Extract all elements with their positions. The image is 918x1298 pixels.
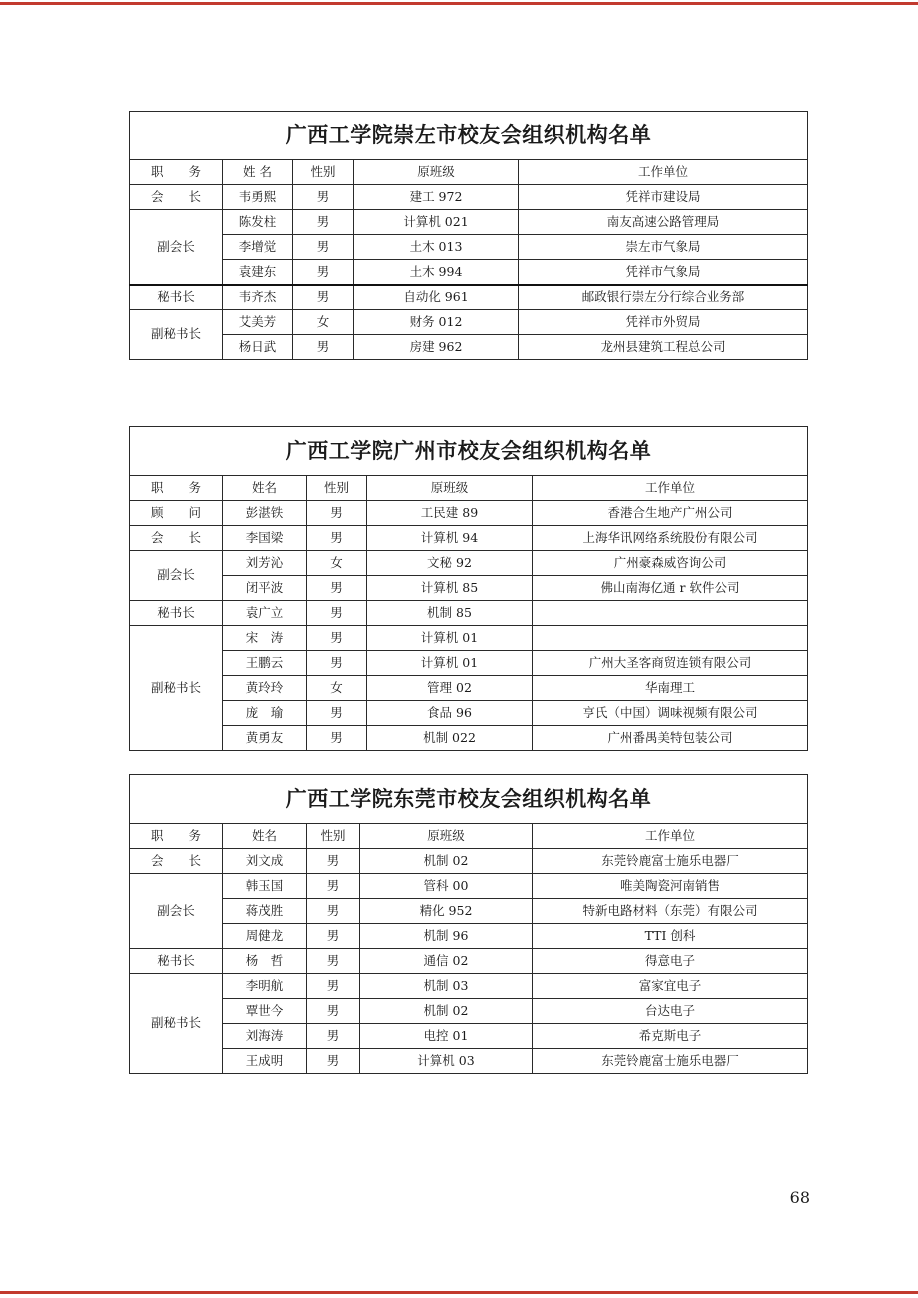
name-cell: 刘海涛 bbox=[223, 1024, 307, 1049]
name-cell: 刘芳沁 bbox=[223, 551, 307, 576]
table-row bbox=[130, 626, 808, 651]
page-number: 68 bbox=[789, 1188, 810, 1207]
header-employer: 工作单位 bbox=[519, 160, 808, 185]
name-cell: 刘文成 bbox=[223, 849, 307, 874]
role-cell: 秘书长 bbox=[130, 949, 223, 974]
table-title: 广西工学院崇左市校友会组织机构名单 bbox=[130, 112, 808, 160]
role-cell: 副秘书长 bbox=[130, 310, 223, 360]
table-row bbox=[130, 949, 808, 974]
name-cell: 王鹏云 bbox=[223, 651, 307, 676]
gender-cell: 男 bbox=[293, 335, 354, 360]
name-cell: 韦齐杰 bbox=[223, 285, 293, 310]
header-gender: 性别 bbox=[307, 476, 367, 501]
name-cell: 黄勇友 bbox=[223, 726, 307, 751]
table-row bbox=[130, 874, 808, 899]
gender-cell: 男 bbox=[307, 1024, 360, 1049]
role-cell: 副会长 bbox=[130, 874, 223, 949]
class-cell: 精化 952 bbox=[360, 899, 533, 924]
class-cell: 计算机 03 bbox=[360, 1049, 533, 1074]
name-cell: 彭湛铁 bbox=[223, 501, 307, 526]
role-cell: 秘书长 bbox=[130, 601, 223, 626]
name-cell: 宋 涛 bbox=[223, 626, 307, 651]
employer-cell: 凭祥市建设局 bbox=[519, 185, 808, 210]
employer-cell: 龙州县建筑工程总公司 bbox=[519, 335, 808, 360]
gender-cell: 男 bbox=[307, 601, 367, 626]
employer-cell: 凭祥市气象局 bbox=[519, 260, 808, 285]
role-cell: 副会长 bbox=[130, 210, 223, 285]
class-cell: 土木 013 bbox=[354, 235, 519, 260]
class-cell: 机制 022 bbox=[367, 726, 533, 751]
class-cell: 财务 012 bbox=[354, 310, 519, 335]
employer-cell: 南友高速公路管理局 bbox=[519, 210, 808, 235]
employer-cell: 香港合生地产广州公司 bbox=[533, 501, 808, 526]
gender-cell: 男 bbox=[307, 626, 367, 651]
employer-cell: 上海华讯网络系统股份有限公司 bbox=[533, 526, 808, 551]
top-red-rule bbox=[0, 2, 918, 5]
table-row bbox=[130, 210, 808, 235]
employer-cell: 广州豪森威咨询公司 bbox=[533, 551, 808, 576]
table-row bbox=[130, 924, 808, 949]
header-role: 职 务 bbox=[130, 824, 223, 849]
name-cell: 韦勇熙 bbox=[223, 185, 293, 210]
table-row bbox=[130, 185, 808, 210]
role-cell: 副秘书长 bbox=[130, 626, 223, 751]
bottom-red-rule bbox=[0, 1291, 918, 1294]
name-cell: 韩玉国 bbox=[223, 874, 307, 899]
employer-cell: 广州大圣客商贸连锁有限公司 bbox=[533, 651, 808, 676]
header-name: 姓 名 bbox=[223, 160, 293, 185]
table-row bbox=[130, 576, 808, 601]
role-cell: 会 长 bbox=[130, 849, 223, 874]
class-cell: 计算机 021 bbox=[354, 210, 519, 235]
name-cell: 陈发柱 bbox=[223, 210, 293, 235]
table-title: 广西工学院东莞市校友会组织机构名单 bbox=[130, 775, 808, 824]
guangzhou-alumni-table bbox=[129, 426, 808, 751]
gender-cell: 男 bbox=[307, 526, 367, 551]
employer-cell: 特新电路材料（东莞）有限公司 bbox=[533, 899, 808, 924]
name-cell: 李增觉 bbox=[223, 235, 293, 260]
dongguan-alumni-table bbox=[129, 774, 808, 1074]
table-row bbox=[130, 501, 808, 526]
employer-cell: 得意电子 bbox=[533, 949, 808, 974]
table-row bbox=[130, 974, 808, 999]
class-cell: 房建 962 bbox=[354, 335, 519, 360]
gender-cell: 男 bbox=[293, 285, 354, 310]
header-role: 职 务 bbox=[130, 476, 223, 501]
table-row bbox=[130, 651, 808, 676]
header-class: 原班级 bbox=[354, 160, 519, 185]
table-row bbox=[130, 601, 808, 626]
table-row bbox=[130, 235, 808, 260]
gender-cell: 女 bbox=[307, 676, 367, 701]
table-row bbox=[130, 1049, 808, 1074]
role-cell: 秘书长 bbox=[130, 285, 223, 310]
employer-cell: 富家宜电子 bbox=[533, 974, 808, 999]
name-cell: 杨日武 bbox=[223, 335, 293, 360]
class-cell: 计算机 01 bbox=[367, 626, 533, 651]
employer-cell: 唯美陶瓷河南销售 bbox=[533, 874, 808, 899]
gender-cell: 男 bbox=[307, 1049, 360, 1074]
employer-cell: 东莞铃鹿富士施乐电器厂 bbox=[533, 849, 808, 874]
table-row bbox=[130, 701, 808, 726]
employer-cell: 台达电子 bbox=[533, 999, 808, 1024]
employer-cell: 凭祥市外贸局 bbox=[519, 310, 808, 335]
employer-cell: 亨氏（中国）调味视频有限公司 bbox=[533, 701, 808, 726]
header-class: 原班级 bbox=[360, 824, 533, 849]
class-cell: 建工 972 bbox=[354, 185, 519, 210]
class-cell: 机制 96 bbox=[360, 924, 533, 949]
header-gender: 性别 bbox=[307, 824, 360, 849]
name-cell: 蒋茂胜 bbox=[223, 899, 307, 924]
employer-cell: 华南理工 bbox=[533, 676, 808, 701]
header-role: 职 务 bbox=[130, 160, 223, 185]
class-cell: 文秘 92 bbox=[367, 551, 533, 576]
name-cell: 庞 瑜 bbox=[223, 701, 307, 726]
gender-cell: 男 bbox=[307, 899, 360, 924]
gender-cell: 女 bbox=[293, 310, 354, 335]
class-cell: 计算机 85 bbox=[367, 576, 533, 601]
role-cell: 顾 问 bbox=[130, 501, 223, 526]
class-cell: 电控 01 bbox=[360, 1024, 533, 1049]
table-row bbox=[130, 335, 808, 360]
class-cell: 自动化 961 bbox=[354, 285, 519, 310]
class-cell: 管理 02 bbox=[367, 676, 533, 701]
class-cell: 管科 00 bbox=[360, 874, 533, 899]
employer-cell: 佛山南海亿通 r 软件公司 bbox=[533, 576, 808, 601]
table-row bbox=[130, 285, 808, 310]
name-cell: 李国梁 bbox=[223, 526, 307, 551]
name-cell: 袁广立 bbox=[223, 601, 307, 626]
table-row bbox=[130, 551, 808, 576]
gender-cell: 男 bbox=[307, 849, 360, 874]
gender-cell: 男 bbox=[293, 235, 354, 260]
class-cell: 通信 02 bbox=[360, 949, 533, 974]
name-cell: 袁建东 bbox=[223, 260, 293, 285]
chongzuo-alumni-table bbox=[129, 111, 808, 360]
table-row bbox=[130, 849, 808, 874]
header-employer: 工作单位 bbox=[533, 476, 808, 501]
gender-cell: 女 bbox=[307, 551, 367, 576]
table-row bbox=[130, 310, 808, 335]
table-row bbox=[130, 260, 808, 285]
name-cell: 覃世今 bbox=[223, 999, 307, 1024]
class-cell: 计算机 94 bbox=[367, 526, 533, 551]
header-employer: 工作单位 bbox=[533, 824, 808, 849]
header-row bbox=[130, 476, 808, 501]
gender-cell: 男 bbox=[307, 949, 360, 974]
name-cell: 李明航 bbox=[223, 974, 307, 999]
gender-cell: 男 bbox=[307, 501, 367, 526]
employer-cell: 广州番禺美特包装公司 bbox=[533, 726, 808, 751]
gender-cell: 男 bbox=[293, 185, 354, 210]
table-row bbox=[130, 899, 808, 924]
header-row bbox=[130, 160, 808, 185]
name-cell: 闭平波 bbox=[223, 576, 307, 601]
gender-cell: 男 bbox=[307, 726, 367, 751]
class-cell: 机制 85 bbox=[367, 601, 533, 626]
table-row bbox=[130, 676, 808, 701]
gender-cell: 男 bbox=[307, 924, 360, 949]
class-cell: 食品 96 bbox=[367, 701, 533, 726]
gender-cell: 男 bbox=[307, 576, 367, 601]
name-cell: 艾美芳 bbox=[223, 310, 293, 335]
gender-cell: 男 bbox=[307, 999, 360, 1024]
header-gender: 性别 bbox=[293, 160, 354, 185]
role-cell: 副秘书长 bbox=[130, 974, 223, 1074]
gender-cell: 男 bbox=[293, 260, 354, 285]
header-name: 姓名 bbox=[223, 824, 307, 849]
table-row bbox=[130, 726, 808, 751]
name-cell: 杨 哲 bbox=[223, 949, 307, 974]
name-cell: 黄玲玲 bbox=[223, 676, 307, 701]
class-cell: 机制 02 bbox=[360, 849, 533, 874]
role-cell: 副会长 bbox=[130, 551, 223, 601]
class-cell: 计算机 01 bbox=[367, 651, 533, 676]
class-cell: 工民建 89 bbox=[367, 501, 533, 526]
employer-cell: 希克斯电子 bbox=[533, 1024, 808, 1049]
table-title: 广西工学院广州市校友会组织机构名单 bbox=[130, 427, 808, 476]
gender-cell: 男 bbox=[307, 874, 360, 899]
employer-cell: 邮政银行崇左分行综合业务部 bbox=[519, 285, 808, 310]
role-cell: 会 长 bbox=[130, 526, 223, 551]
table-row bbox=[130, 999, 808, 1024]
header-name: 姓名 bbox=[223, 476, 307, 501]
table-row bbox=[130, 1024, 808, 1049]
employer-cell bbox=[533, 626, 808, 651]
employer-cell: 崇左市气象局 bbox=[519, 235, 808, 260]
name-cell: 周健龙 bbox=[223, 924, 307, 949]
gender-cell: 男 bbox=[307, 701, 367, 726]
header-row bbox=[130, 824, 808, 849]
class-cell: 土木 994 bbox=[354, 260, 519, 285]
gender-cell: 男 bbox=[307, 651, 367, 676]
gender-cell: 男 bbox=[307, 974, 360, 999]
name-cell: 王成明 bbox=[223, 1049, 307, 1074]
gender-cell: 男 bbox=[293, 210, 354, 235]
header-class: 原班级 bbox=[367, 476, 533, 501]
class-cell: 机制 03 bbox=[360, 974, 533, 999]
table-row bbox=[130, 526, 808, 551]
employer-cell bbox=[533, 601, 808, 626]
employer-cell: 东莞铃鹿富士施乐电器厂 bbox=[533, 1049, 808, 1074]
employer-cell: TTI 创科 bbox=[533, 924, 808, 949]
role-cell: 会 长 bbox=[130, 185, 223, 210]
class-cell: 机制 02 bbox=[360, 999, 533, 1024]
